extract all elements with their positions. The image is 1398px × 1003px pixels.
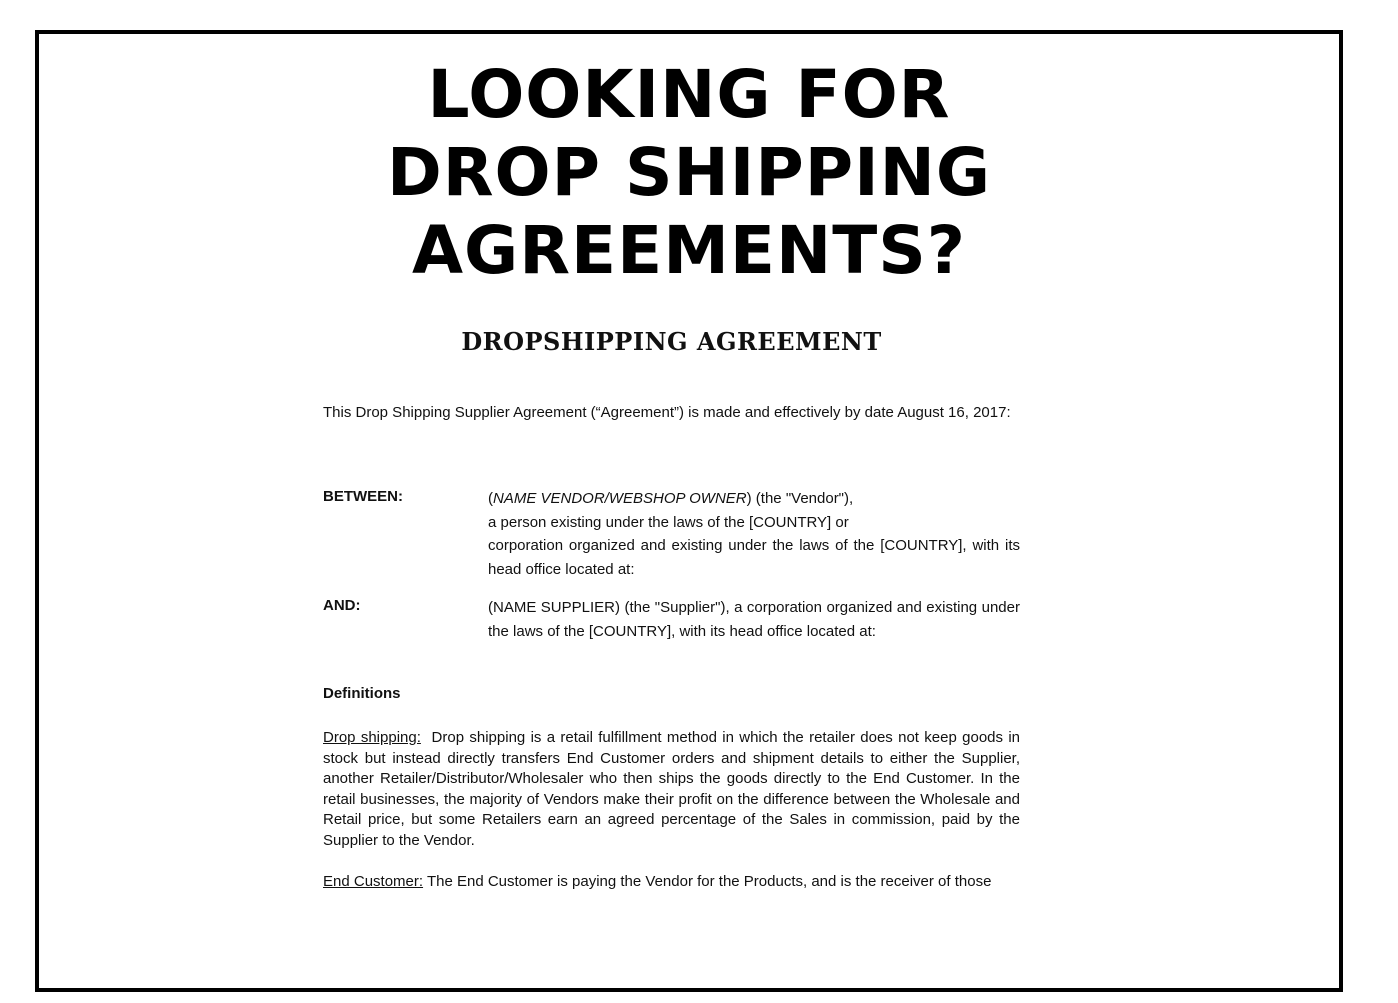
vendor-name: NAME VENDOR/WEBSHOP OWNER: [493, 490, 747, 507]
and-label: AND:: [323, 597, 361, 614]
open-paren: (: [488, 490, 493, 507]
drop-shipping-definition: [323, 728, 1020, 852]
between-text: [488, 487, 1020, 581]
page-frame: [35, 30, 1343, 992]
intro-paragraph: This Drop Shipping Supplier Agreement (“Agreement”) is made and effectively by date August 16, 2017:: [323, 404, 1011, 421]
vendor-designation: ) (the "Vendor"),: [746, 490, 854, 507]
drop-shipping-text: Drop shipping is a retail fulfillment method in which the retailer does not keep goods in stock but instead directly transfers End Customer orders and shipment details to either the Supplier, another Retailer/Distributor/Wholesaler who then ships the goods directly to the End Customer. In the retail businesses, the majority of Vendors make their profit on the difference between the Wholesale and Retail price, but some Retailers earn an agreed percentage of the Sales in commission, paid by the Supplier to the Vendor.: [323, 729, 1020, 849]
between-line-1: [488, 487, 1020, 511]
headline-line-1: LOOKING FOR: [427, 56, 951, 133]
end-customer-term: End Customer:: [323, 873, 424, 889]
headline-line-2: DROP SHIPPING: [386, 134, 992, 211]
between-label: BETWEEN:: [323, 488, 403, 505]
document-title: DROPSHIPPING AGREEMENT: [461, 327, 882, 356]
and-text: (NAME SUPPLIER) (the "Supplier"), a corporation organized and existing under the laws of the [COUNTRY], with its head office located at:: [488, 599, 1020, 640]
end-customer-text: The End Customer is paying the Vendor for the Products, and is the receiver of those: [426, 873, 992, 889]
drop-shipping-term: Drop shipping:: [323, 729, 421, 746]
between-line-3: corporation organized and existing under the laws of the [COUNTRY], with its head office located at:: [488, 537, 1020, 578]
definitions-heading: Definitions: [323, 685, 401, 702]
end-customer-definition: [323, 872, 1020, 889]
headline-line-3: AGREEMENTS?: [411, 212, 967, 289]
agreement-document: [323, 34, 1020, 889]
between-line-2: a person existing under the laws of the [COUNTRY] or: [488, 513, 849, 531]
